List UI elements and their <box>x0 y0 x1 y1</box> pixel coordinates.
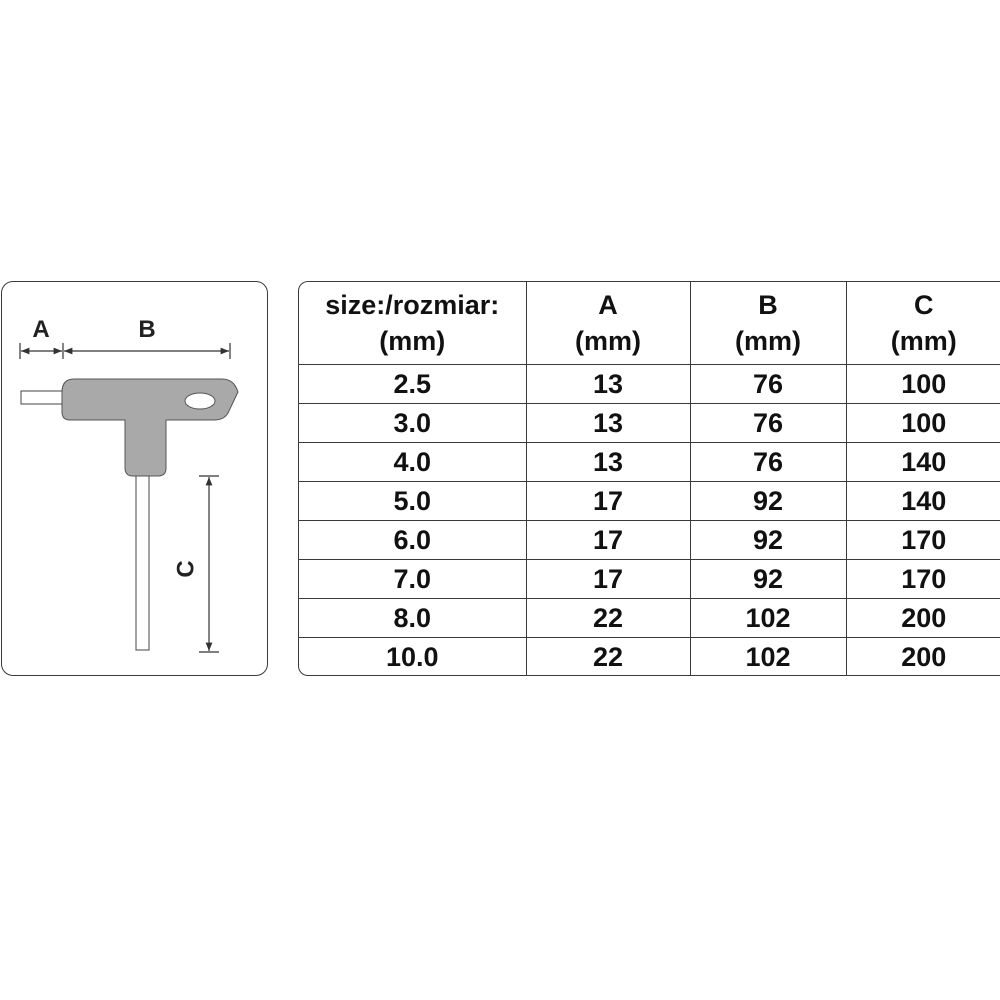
cell-b: 92 <box>690 560 846 599</box>
cell-size: 6.0 <box>299 521 526 560</box>
cell-a: 22 <box>526 599 690 638</box>
size-table-panel <box>298 281 1000 676</box>
table-row <box>299 521 1000 560</box>
dim-c-label: C <box>172 560 200 578</box>
cell-b: 92 <box>690 521 846 560</box>
cell-a: 17 <box>526 560 690 599</box>
header-size-label: size:/rozmiar: <box>325 290 500 320</box>
size-table <box>299 282 1000 676</box>
t-handle-key-drawing <box>2 282 269 677</box>
table-header-row <box>299 282 1000 365</box>
dim-a-label: A <box>32 316 50 343</box>
cell-size: 10.0 <box>299 638 526 677</box>
cell-size: 4.0 <box>299 443 526 482</box>
cell-size: 7.0 <box>299 560 526 599</box>
table-row <box>299 638 1000 677</box>
header-size <box>299 282 526 365</box>
cell-b: 76 <box>690 404 846 443</box>
header-c-label: C <box>914 290 934 320</box>
cell-b: 76 <box>690 365 846 404</box>
table-row <box>299 365 1000 404</box>
cell-c: 100 <box>846 404 1000 443</box>
header-size-unit: (mm) <box>379 326 446 356</box>
dimension-diagram-panel <box>1 281 268 676</box>
cell-a: 13 <box>526 365 690 404</box>
cell-a: 22 <box>526 638 690 677</box>
cell-c: 200 <box>846 638 1000 677</box>
cell-b: 92 <box>690 482 846 521</box>
cell-b: 76 <box>690 443 846 482</box>
table-row <box>299 599 1000 638</box>
cell-size: 8.0 <box>299 599 526 638</box>
cell-c: 140 <box>846 443 1000 482</box>
table-row <box>299 482 1000 521</box>
table-row <box>299 443 1000 482</box>
header-a-label: A <box>598 290 618 320</box>
t-handle <box>62 379 238 476</box>
header-a-unit: (mm) <box>575 326 641 356</box>
long-shaft <box>136 472 149 650</box>
header-b <box>690 282 846 365</box>
header-b-label: B <box>758 290 778 320</box>
cell-a: 13 <box>526 404 690 443</box>
cell-a: 17 <box>526 521 690 560</box>
cell-c: 200 <box>846 599 1000 638</box>
cell-size: 2.5 <box>299 365 526 404</box>
table-row <box>299 404 1000 443</box>
cell-c: 170 <box>846 521 1000 560</box>
cell-a: 17 <box>526 482 690 521</box>
cell-b: 102 <box>690 599 846 638</box>
header-a <box>526 282 690 365</box>
cell-c: 170 <box>846 560 1000 599</box>
dim-b-label: B <box>138 316 156 343</box>
short-shaft <box>21 391 63 404</box>
cell-a: 13 <box>526 443 690 482</box>
cell-c: 140 <box>846 482 1000 521</box>
table-row <box>299 560 1000 599</box>
cell-size: 5.0 <box>299 482 526 521</box>
cell-size: 3.0 <box>299 404 526 443</box>
header-c <box>846 282 1000 365</box>
cell-b: 102 <box>690 638 846 677</box>
header-c-unit: (mm) <box>890 326 957 356</box>
header-b-unit: (mm) <box>735 326 801 356</box>
cell-c: 100 <box>846 365 1000 404</box>
hang-hole <box>185 393 215 409</box>
